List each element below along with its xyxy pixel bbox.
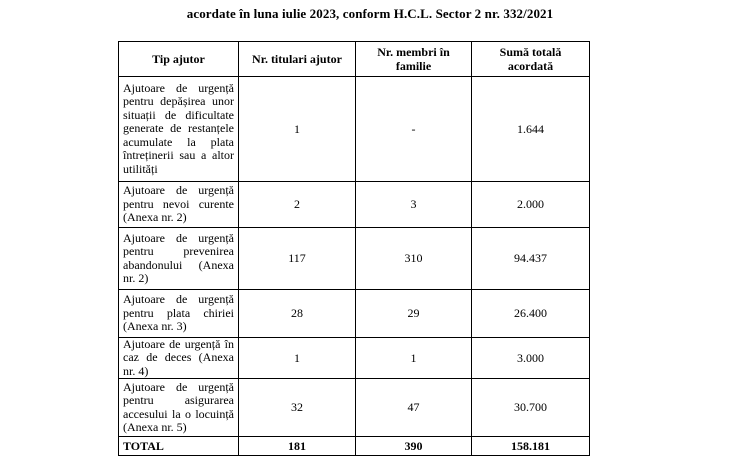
cell-titulari: 1 (239, 77, 356, 182)
header-nr-membri: Nr. membri în familie (356, 42, 472, 77)
cell-suma: 1.644 (472, 77, 590, 182)
header-tip-ajutor: Tip ajutor (119, 42, 239, 77)
cell-type: Ajutoare de urgență pentru asigurarea accesului la o locuință (Anexa nr. 5) (119, 379, 239, 437)
total-suma: 158.181 (472, 437, 590, 456)
table-row (119, 379, 590, 437)
cell-suma: 26.400 (472, 290, 590, 338)
header-suma-totala: Sumă totală acordată (472, 42, 590, 77)
table-row (119, 290, 590, 338)
cell-suma: 94.437 (472, 228, 590, 290)
table-total-row (119, 437, 590, 456)
cell-suma: 3.000 (472, 338, 590, 379)
cell-membri: 1 (356, 338, 472, 379)
cell-titulari: 28 (239, 290, 356, 338)
cell-membri: 3 (356, 182, 472, 228)
cell-titulari: 1 (239, 338, 356, 379)
table-row (119, 228, 590, 290)
cell-membri: 47 (356, 379, 472, 437)
document-title: acordate în luna iulie 2023, conform H.C.L. Sector 2 nr. 332/2021 (186, 6, 554, 21)
cell-type: Ajutoare de urgență pentru plata chiriei (Anexa nr. 3) (119, 290, 239, 338)
table-row (119, 338, 590, 379)
cell-membri: - (356, 77, 472, 182)
cell-titulari: 32 (239, 379, 356, 437)
header-nr-titulari: Nr. titulari ajutor (239, 42, 356, 77)
total-membri: 390 (356, 437, 472, 456)
cell-membri: 310 (356, 228, 472, 290)
cell-type: Ajutoare de urgență pentru prevenirea abandonului (Anexa nr. 2) (119, 228, 239, 290)
table-row (119, 77, 590, 182)
aid-summary-table (118, 41, 590, 456)
table-header-row (119, 42, 590, 77)
total-titulari: 181 (239, 437, 356, 456)
cell-suma: 2.000 (472, 182, 590, 228)
cell-titulari: 2 (239, 182, 356, 228)
total-label: TOTAL (119, 437, 239, 456)
cell-membri: 29 (356, 290, 472, 338)
cell-suma: 30.700 (472, 379, 590, 437)
cell-type: Ajutoare de urgență pentru nevoi curente (Anexa nr. 2) (119, 182, 239, 228)
cell-type: Ajutoare de urgență în caz de deces (Anexa nr. 4) (119, 338, 239, 379)
cell-titulari: 117 (239, 228, 356, 290)
cell-type: Ajutoare de urgență pentru depășirea unor situații de dificultate generate de restanțele acumulate la plata întreținerii sau a altor utilități (119, 77, 239, 182)
table-row (119, 182, 590, 228)
